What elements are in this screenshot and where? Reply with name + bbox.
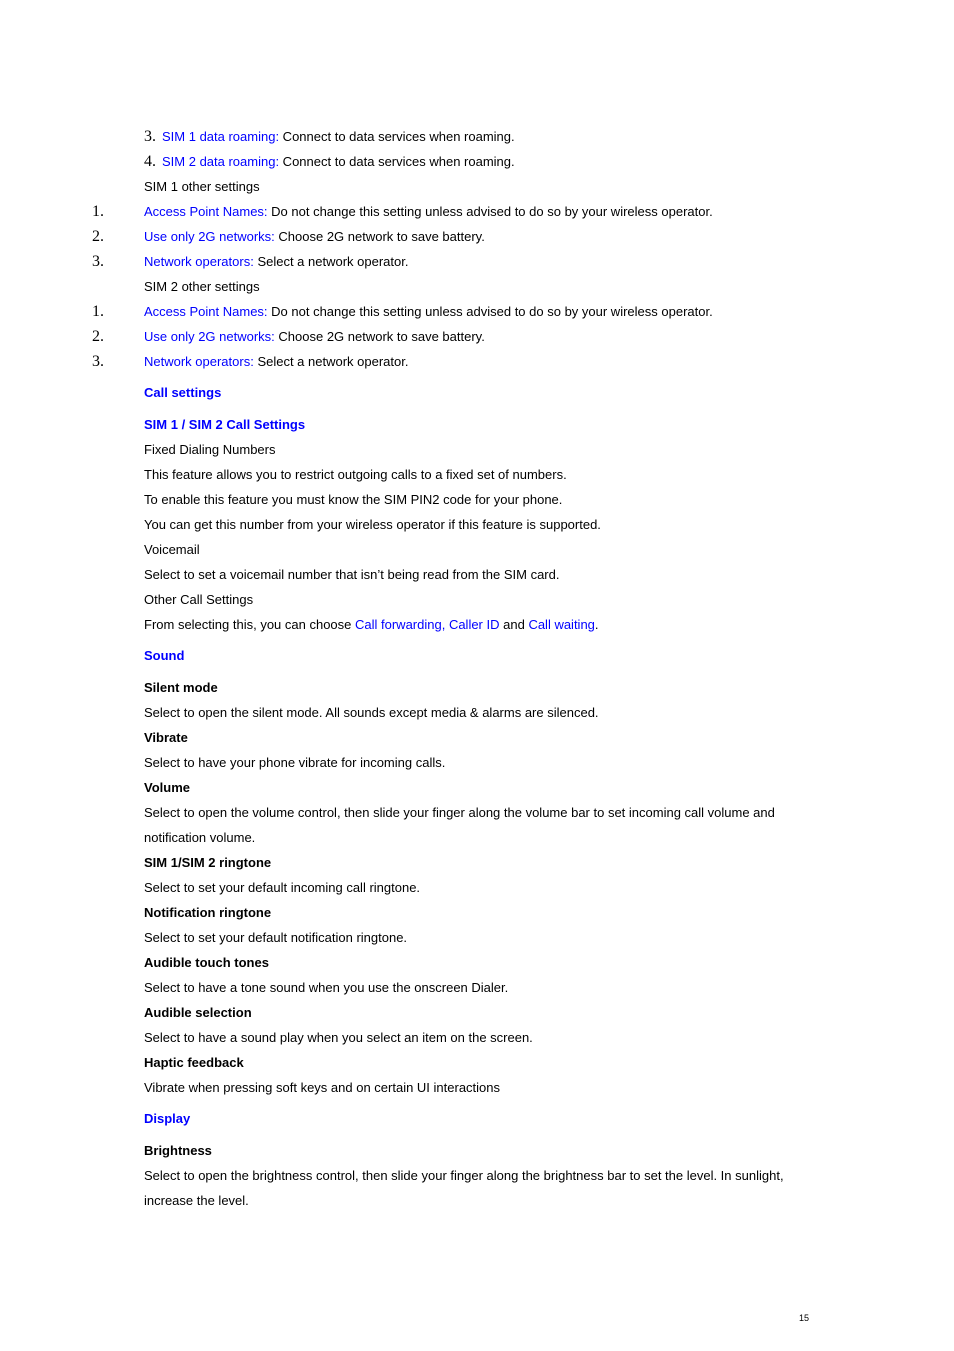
haptic-feedback-title: Haptic feedback — [144, 1055, 244, 1070]
list-item — [144, 253, 408, 270]
volume-text: Select to open the volume control, then slide your finger along the volume bar to set incoming call volume and — [144, 805, 775, 820]
sim2-other-heading: SIM 2 other settings — [144, 279, 260, 294]
link-sim2-data-roaming[interactable]: SIM 2 data roaming: — [162, 154, 280, 169]
list-number: 4. — [144, 153, 156, 170]
brightness-title: Brightness — [144, 1143, 212, 1158]
voicemail-title: Voicemail — [144, 542, 200, 557]
link-access-point-names[interactable]: Access Point Names: — [144, 204, 268, 219]
vibrate-title: Vibrate — [144, 730, 188, 745]
brightness-text: Select to open the brightness control, then slide your finger along the brightness bar to set the level. In sunlight, — [144, 1168, 784, 1183]
list-item-text: Choose 2G network to save battery. — [274, 329, 485, 344]
audible-selection-title: Audible selection — [144, 1005, 252, 1020]
audible-selection-text: Select to have a sound play when you select an item on the screen. — [144, 1030, 533, 1045]
brightness-text-cont: increase the level. — [144, 1193, 249, 1208]
call-settings-heading: Call settings — [144, 385, 222, 400]
list-number: 2. — [92, 328, 104, 345]
list-number: 1. — [92, 303, 104, 320]
other-call-settings-title: Other Call Settings — [144, 592, 254, 607]
list-item-text: Connect to data services when roaming. — [279, 154, 515, 169]
list-item-text: Do not change this setting unless advised to do so by your wireless operator. — [267, 304, 713, 319]
notification-ringtone-title: Notification ringtone — [144, 905, 272, 920]
conjunction-and: and — [499, 617, 529, 632]
silent-mode-title: Silent mode — [144, 680, 218, 695]
link-sim1-data-roaming[interactable]: SIM 1 data roaming: — [162, 129, 280, 144]
sim1-other-heading: SIM 1 other settings — [144, 179, 260, 194]
ringtone-text: Select to set your default incoming call ringtone. — [144, 880, 421, 895]
list-number: 3. — [92, 353, 104, 370]
link-call-forwarding[interactable]: Call forwarding — [355, 617, 442, 632]
voicemail-text: Select to set a voicemail number that isn’t being read from the SIM card. — [144, 567, 560, 582]
list-item-text: Choose 2G network to save battery. — [274, 229, 485, 244]
separator-comma: , — [441, 617, 449, 632]
volume-title: Volume — [144, 780, 190, 795]
list-item — [144, 328, 485, 345]
other-call-settings-prefix: From selecting this, you can choose — [144, 617, 355, 632]
list-item-text: Do not change this setting unless advised to do so by your wireless operator. — [267, 204, 713, 219]
silent-mode-text: Select to open the silent mode. All sounds except media & alarms are silenced. — [144, 705, 599, 720]
link-call-waiting[interactable]: Call waiting — [528, 617, 595, 632]
list-item-text: Select a network operator. — [253, 354, 409, 369]
fdn-line: You can get this number from your wireless operator if this feature is supported. — [144, 517, 601, 532]
link-network-operators[interactable]: Network operators: — [144, 354, 254, 369]
display-heading: Display — [144, 1111, 191, 1126]
period: . — [594, 617, 599, 632]
fdn-title: Fixed Dialing Numbers — [144, 442, 276, 457]
link-use-only-2g[interactable]: Use only 2G networks: — [144, 229, 275, 244]
list-number: 3. — [144, 128, 156, 145]
list-number: 2. — [92, 228, 104, 245]
other-call-settings-text — [144, 616, 599, 633]
link-caller-id[interactable]: Caller ID — [448, 617, 500, 632]
list-item — [144, 228, 485, 245]
haptic-feedback-text: Vibrate when pressing soft keys and on certain UI interactions — [144, 1080, 501, 1095]
link-access-point-names[interactable]: Access Point Names: — [144, 304, 268, 319]
list-item — [144, 203, 713, 220]
list-item-text: Select a network operator. — [253, 254, 409, 269]
list-item-text: Connect to data services when roaming. — [279, 129, 515, 144]
list-item — [144, 353, 408, 370]
fdn-line: To enable this feature you must know the SIM PIN2 code for your phone. — [144, 492, 563, 507]
touch-tones-text: Select to have a tone sound when you use the onscreen Dialer. — [144, 980, 509, 995]
call-settings-subheading: SIM 1 / SIM 2 Call Settings — [144, 417, 306, 432]
touch-tones-title: Audible touch tones — [144, 955, 269, 970]
list-number: 3. — [92, 253, 104, 270]
vibrate-text: Select to have your phone vibrate for incoming calls. — [144, 755, 446, 770]
sound-heading: Sound — [144, 648, 185, 663]
list-item — [144, 303, 713, 320]
ringtone-title: SIM 1/SIM 2 ringtone — [144, 855, 272, 870]
volume-text-cont: notification volume. — [144, 830, 256, 845]
link-use-only-2g[interactable]: Use only 2G networks: — [144, 329, 275, 344]
notification-ringtone-text: Select to set your default notification ringtone. — [144, 930, 408, 945]
list-item — [162, 153, 515, 170]
link-network-operators[interactable]: Network operators: — [144, 254, 254, 269]
fdn-line: This feature allows you to restrict outgoing calls to a fixed set of numbers. — [144, 467, 567, 482]
list-number: 1. — [92, 203, 104, 220]
list-item — [162, 128, 515, 145]
page-number: 15 — [799, 1313, 810, 1323]
